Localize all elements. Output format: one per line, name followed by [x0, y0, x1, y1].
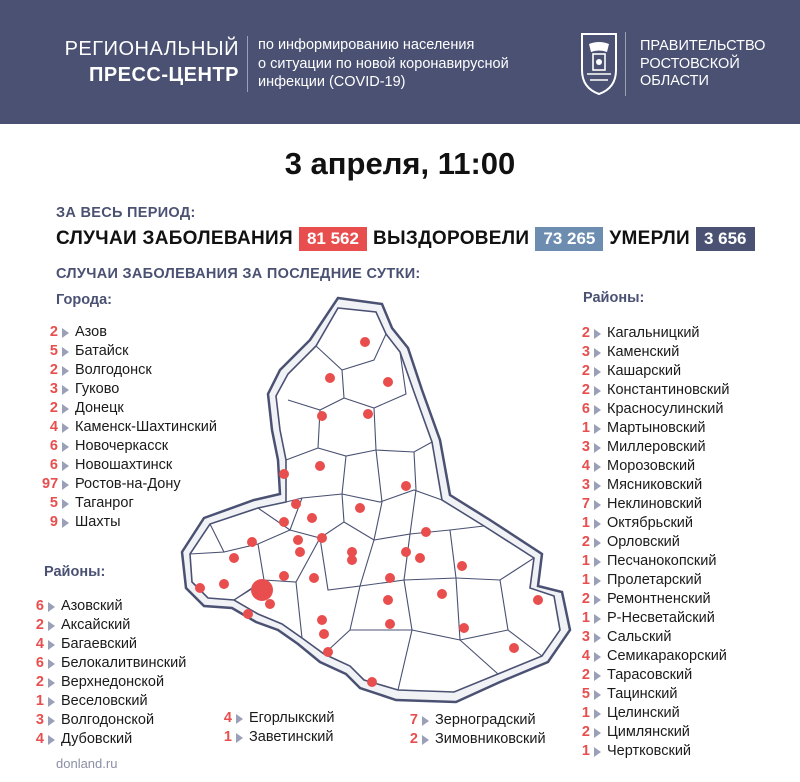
triangle-bullet-icon: [48, 621, 55, 631]
cases-label: СЛУЧАИ ЗАБОЛЕВАНИЯ: [56, 228, 293, 249]
case-marker: [325, 373, 335, 383]
case-marker: [509, 643, 519, 653]
case-count: 1: [581, 515, 590, 531]
district-name: Красносулинский: [607, 401, 724, 417]
district-name: Таганрог: [75, 495, 134, 511]
triangle-bullet-icon: [62, 385, 69, 395]
triangle-bullet-icon: [62, 366, 69, 376]
case-marker: [383, 377, 393, 387]
deaths-label: УМЕРЛИ: [609, 228, 690, 249]
case-count: 4: [35, 636, 44, 652]
case-marker: [533, 595, 543, 605]
district-item: [402, 711, 546, 730]
recovered-label: ВЫЗДОРОВЕЛИ: [372, 228, 530, 249]
case-marker: [360, 337, 370, 347]
case-count: 2: [35, 617, 44, 633]
case-marker: [347, 547, 357, 557]
triangle-bullet-icon: [62, 404, 69, 414]
district-name: Зимовниковский: [435, 731, 546, 747]
district-name: Дубовский: [61, 731, 133, 747]
totals-row: [56, 227, 761, 251]
district-item: [402, 730, 546, 749]
case-count: 2: [581, 363, 590, 379]
case-marker: [293, 535, 303, 545]
triangle-bullet-icon: [62, 518, 69, 528]
district-name: Миллеровский: [607, 439, 706, 455]
case-count: 2: [49, 362, 58, 378]
government-title-line2: РОСТОВСКОЙ: [640, 55, 740, 72]
district-name: Ростов-на-Дону: [75, 476, 181, 492]
case-marker: [291, 499, 301, 509]
case-count: 4: [581, 458, 590, 474]
triangle-bullet-icon: [62, 347, 69, 357]
case-count: 2: [409, 731, 418, 747]
district-name: Гуково: [75, 381, 120, 397]
district-item: [28, 730, 186, 749]
district-item: [216, 709, 334, 728]
triangle-bullet-icon: [422, 735, 429, 745]
press-center-title-line2: ПРЕСС-ЦЕНТР: [88, 64, 239, 86]
district-item: [28, 711, 186, 730]
district-name: Тацинский: [607, 686, 678, 702]
case-marker: [385, 619, 395, 629]
header-banner: [0, 0, 800, 124]
district-name: Аксайский: [61, 617, 131, 633]
header-info-line3: инфекции (COVID-19): [258, 74, 406, 90]
case-marker: [195, 583, 205, 593]
case-count: 3: [581, 629, 590, 645]
case-marker: [459, 623, 469, 633]
case-count: 2: [49, 400, 58, 416]
triangle-bullet-icon: [422, 716, 429, 726]
district-name: Песчанокопский: [607, 553, 717, 569]
press-center-title-line1: РЕГИОНАЛЬНЫЙ: [64, 38, 239, 60]
district-name: Константиновский: [607, 382, 730, 398]
case-count: 4: [581, 648, 590, 664]
case-count: 2: [49, 324, 58, 340]
district-item: [576, 723, 729, 742]
header-info-line2: о ситуации по новой коронавирусной: [258, 55, 509, 72]
case-marker: [401, 547, 411, 557]
triangle-bullet-icon: [594, 709, 601, 719]
district-name: Морозовский: [607, 458, 696, 474]
district-name: Веселовский: [61, 693, 148, 709]
district-name: Донецк: [75, 400, 124, 416]
triangle-bullet-icon: [48, 602, 55, 612]
region-outline: [182, 298, 570, 702]
triangle-bullet-icon: [48, 659, 55, 669]
district-name: Новошахтинск: [75, 457, 173, 473]
district-name: Чертковский: [607, 743, 692, 759]
case-count: 3: [581, 439, 590, 455]
district-name: Ремонтненский: [607, 591, 711, 607]
case-marker: [309, 573, 319, 583]
bottom-districts-col1: [216, 709, 334, 747]
district-item: [216, 728, 334, 747]
district-name: Р-Несветайский: [607, 610, 715, 626]
district-name: Пролетарский: [607, 572, 702, 588]
district-name: Цимлянский: [607, 724, 690, 740]
case-count: 3: [49, 381, 58, 397]
case-count: 1: [581, 705, 590, 721]
rostov-on-don-marker: [251, 579, 273, 601]
cities-title: Города:: [56, 292, 112, 308]
district-name: Мартыновский: [607, 420, 706, 436]
district-name: Азовский: [61, 598, 123, 614]
district-name: Батайск: [75, 343, 129, 359]
case-marker: [279, 571, 289, 581]
recovered-badge: 73 265: [535, 227, 603, 251]
case-count: 3: [581, 477, 590, 493]
case-count: 1: [581, 553, 590, 569]
case-count: 5: [49, 343, 58, 359]
district-name: Кагальницкий: [607, 325, 700, 341]
case-marker: [385, 573, 395, 583]
case-marker: [317, 411, 327, 421]
case-marker: [315, 461, 325, 471]
district-name: Целинский: [607, 705, 680, 721]
district-name: Зерноградский: [435, 712, 536, 728]
case-count: 2: [581, 325, 590, 341]
right-districts-title: Районы:: [583, 290, 645, 306]
case-marker: [415, 553, 425, 563]
triangle-bullet-icon: [594, 728, 601, 738]
district-name: Егорлыкский: [249, 710, 335, 726]
case-count: 6: [35, 655, 44, 671]
triangle-bullet-icon: [62, 499, 69, 509]
header-info: [258, 36, 523, 92]
case-marker: [367, 677, 377, 687]
case-count: 9: [49, 514, 58, 530]
report-date: 3 апреля, 11:00: [284, 146, 516, 181]
case-count: 2: [581, 382, 590, 398]
case-marker: [307, 513, 317, 523]
case-count: 2: [581, 724, 590, 740]
left-districts-title: Районы:: [44, 564, 106, 580]
government-title: [640, 38, 765, 91]
case-count: 5: [49, 495, 58, 511]
header-divider: [247, 36, 248, 92]
district-name: Белокалитвинский: [61, 655, 187, 671]
triangle-bullet-icon: [48, 716, 55, 726]
district-name: Волгодонск: [75, 362, 152, 378]
district-name: Орловский: [607, 534, 680, 550]
cases-badge: 81 562: [299, 227, 367, 251]
case-marker: [421, 527, 431, 537]
case-count: 6: [35, 598, 44, 614]
triangle-bullet-icon: [48, 640, 55, 650]
case-marker: [323, 647, 333, 657]
case-marker: [265, 599, 275, 609]
period-label: ЗА ВЕСЬ ПЕРИОД:: [56, 205, 196, 221]
district-name: Семикаракорский: [607, 648, 727, 664]
government-title-line1: ПРАВИТЕЛЬСТВО: [640, 38, 766, 54]
case-count: 7: [409, 712, 418, 728]
district-name: Тарасовский: [607, 667, 693, 683]
coat-of-arms-icon: [578, 30, 620, 98]
district-name: Багаевский: [61, 636, 138, 652]
deaths-badge: 3 656: [696, 227, 755, 251]
footer-site: donland.ru: [56, 756, 118, 771]
case-marker: [457, 561, 467, 571]
district-name: Азов: [75, 324, 107, 340]
triangle-bullet-icon: [48, 678, 55, 688]
region-map: [160, 290, 600, 710]
triangle-bullet-icon: [236, 714, 243, 724]
case-count: 4: [223, 710, 232, 726]
district-name: Волгодонской: [61, 712, 155, 728]
triangle-bullet-icon: [62, 480, 69, 490]
triangle-bullet-icon: [594, 747, 601, 757]
district-name: Неклиновский: [607, 496, 703, 512]
district-name: Кашарский: [607, 363, 682, 379]
daily-cases-label: СЛУЧАИ ЗАБОЛЕВАНИЯ ЗА ПОСЛЕДНИЕ СУТКИ:: [56, 266, 421, 282]
case-marker: [437, 589, 447, 599]
case-count: 2: [581, 591, 590, 607]
case-marker: [279, 517, 289, 527]
district-name: Каменск-Шахтинский: [75, 419, 217, 435]
triangle-bullet-icon: [62, 328, 69, 338]
triangle-bullet-icon: [48, 735, 55, 745]
case-count: 6: [581, 401, 590, 417]
header-divider-2: [625, 32, 626, 96]
case-count: 2: [35, 674, 44, 690]
case-count: 6: [49, 438, 58, 454]
case-count: 3: [581, 344, 590, 360]
district-name: Заветинский: [249, 729, 334, 745]
case-count: 97: [42, 476, 59, 492]
case-count: 1: [581, 572, 590, 588]
case-count: 1: [581, 420, 590, 436]
triangle-bullet-icon: [48, 697, 55, 707]
case-count: 1: [223, 729, 232, 745]
district-name: Сальский: [607, 629, 672, 645]
case-count: 1: [35, 693, 44, 709]
case-count: 2: [581, 667, 590, 683]
case-marker: [295, 547, 305, 557]
case-marker: [319, 629, 329, 639]
district-name: Шахты: [75, 514, 121, 530]
case-marker: [363, 409, 373, 419]
case-marker: [247, 537, 257, 547]
district-name: Каменский: [607, 344, 680, 360]
case-count: 1: [581, 743, 590, 759]
case-marker: [317, 533, 327, 543]
district-name: Новочеркасск: [75, 438, 169, 454]
triangle-bullet-icon: [62, 423, 69, 433]
triangle-bullet-icon: [62, 442, 69, 452]
case-count: 2: [581, 534, 590, 550]
press-center-title: [44, 36, 239, 88]
district-name: Октябрьский: [607, 515, 693, 531]
case-count: 1: [581, 610, 590, 626]
case-marker: [355, 503, 365, 513]
bottom-districts-col2: [402, 711, 546, 749]
case-count: 6: [49, 457, 58, 473]
case-count: 4: [49, 419, 58, 435]
case-count: 5: [581, 686, 590, 702]
district-name: Мясниковский: [607, 477, 703, 493]
case-count: 3: [35, 712, 44, 728]
case-marker: [401, 481, 411, 491]
district-item: [576, 742, 729, 761]
triangle-bullet-icon: [62, 461, 69, 471]
case-count: 7: [581, 496, 590, 512]
header-info-line1: по информированию населения: [258, 37, 475, 53]
case-marker: [243, 609, 253, 619]
case-count: 4: [35, 731, 44, 747]
case-marker: [229, 553, 239, 563]
case-marker: [317, 615, 327, 625]
district-name: Верхнедонской: [61, 674, 165, 690]
case-marker: [279, 469, 289, 479]
government-title-line3: ОБЛАСТИ: [640, 73, 709, 89]
case-marker: [219, 579, 229, 589]
case-marker: [383, 595, 393, 605]
triangle-bullet-icon: [236, 733, 243, 743]
